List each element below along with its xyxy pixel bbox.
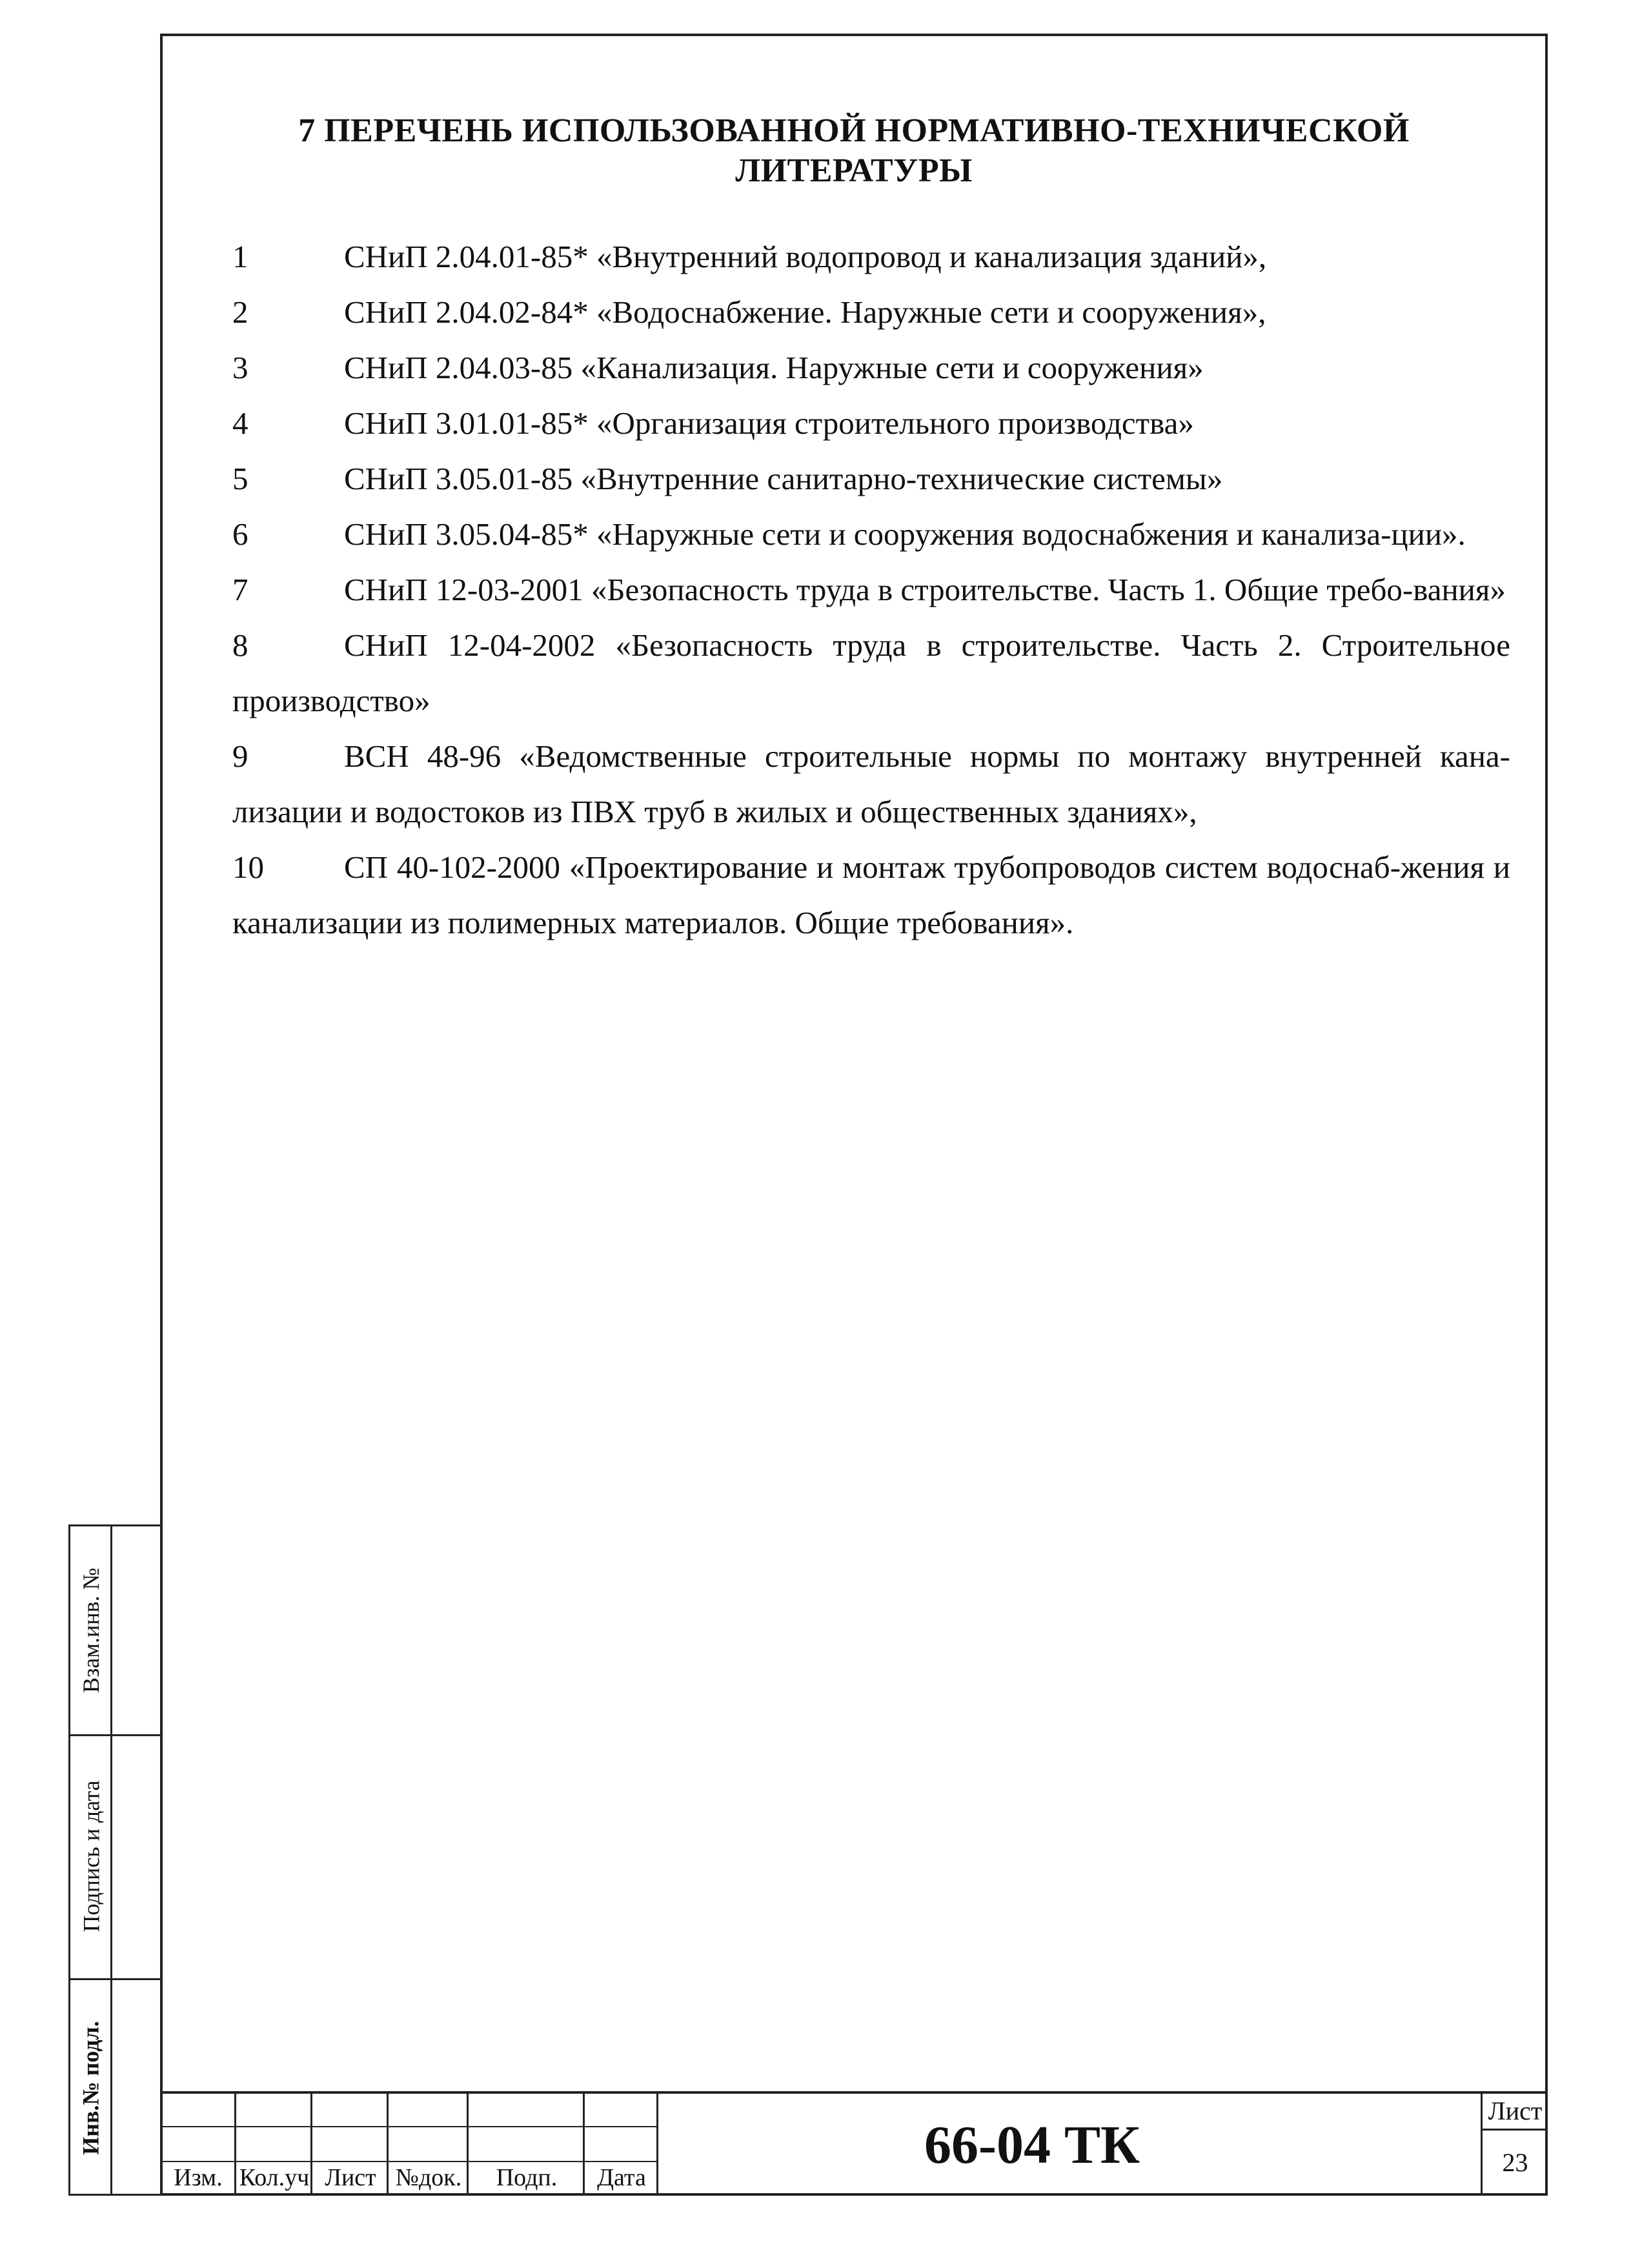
reference-item (232, 451, 1510, 507)
reference-item (232, 562, 1510, 618)
reference-text: СНиП 2.04.01-85* «Внутренний водопровод и канализация зданий», (344, 239, 1267, 274)
reference-number: 4 (232, 405, 248, 441)
reference-number: 9 (232, 738, 248, 774)
grid-cell-izm (160, 2094, 236, 2196)
reference-item (232, 507, 1510, 562)
reference-item (232, 229, 1510, 285)
col-label-kolvo: Кол.уч (239, 2164, 310, 2191)
reference-item (232, 396, 1510, 451)
reference-item (232, 729, 1510, 840)
reference-number: 5 (232, 461, 248, 496)
reference-text: ВСН 48-96 «Ведомственные строительные нормы по монтажу внутренней кана-лизации и водостоков из ПВХ труб в жилых и общественных зданиях», (232, 738, 1510, 829)
reference-text: СП 40-102-2000 «Проектирование и монтаж трубопроводов систем водоснаб-жения и канализации из полимерных материалов. Общие требования». (232, 849, 1510, 940)
reference-number: 7 (232, 572, 248, 607)
reference-text: СНиП 3.01.01-85* «Организация строительного производства» (344, 405, 1194, 441)
reference-item (232, 840, 1510, 951)
side-stamp-divider (110, 1526, 112, 2194)
col-label-izm: Изм. (174, 2164, 223, 2191)
reference-number: 3 (232, 350, 248, 385)
reference-number: 1 (232, 239, 248, 274)
title-line-1: 7 ПЕРЕЧЕНЬ ИСПОЛЬЗОВАННОЙ НОРМАТИВНО-ТЕХНИЧЕСКОЙ (298, 112, 1410, 149)
sheet-label: Лист (1483, 2094, 1548, 2131)
col-label-list: Лист (325, 2164, 376, 2191)
grid-cell-data (585, 2094, 658, 2196)
side-stamp-vzam: Взам.инв. № (78, 1568, 104, 1693)
col-label-data: Дата (597, 2164, 646, 2191)
side-stamp-inv: Инв.№ подл. (78, 2021, 105, 2155)
reference-item (232, 340, 1510, 396)
col-label-ndok: №док. (395, 2164, 462, 2191)
grid-cell-kolvo (236, 2094, 312, 2196)
reference-text: СНиП 12-04-2002 «Безопасность труда в строительстве. Часть 2. Строительное производство» (232, 627, 1510, 718)
reference-text: СНиП 3.05.04-85* «Наружные сети и сооружения водоснабжения и канализа-ции». (344, 516, 1466, 552)
revision-grid (160, 2094, 658, 2196)
reference-number: 8 (232, 627, 248, 663)
reference-item (232, 618, 1510, 729)
side-stamp (68, 1524, 160, 2196)
col-label-podp: Подп. (496, 2164, 558, 2191)
page-title (160, 111, 1548, 191)
reference-item (232, 285, 1510, 340)
document-code: 66-04 ТК (924, 2114, 1140, 2175)
reference-text: СНиП 3.05.01-85 «Внутренние санитарно-технические системы» (344, 461, 1223, 496)
reference-text: СНиП 12-03-2001 «Безопасность труда в строительстве. Часть 1. Общие требо-вания» (344, 572, 1506, 607)
title-line-2: ЛИТЕРАТУРЫ (735, 152, 973, 189)
grid-cell-list (312, 2094, 389, 2196)
grid-cell-ndok (389, 2094, 469, 2196)
sheet-number: 23 (1502, 2148, 1528, 2177)
reference-number: 10 (232, 849, 264, 885)
grid-cell-podp (469, 2094, 585, 2196)
reference-text: СНиП 2.04.03-85 «Канализация. Наружные сети и сооружения» (344, 350, 1204, 385)
reference-number: 2 (232, 294, 248, 330)
reference-list (232, 229, 1510, 951)
title-block (160, 2091, 1548, 2196)
sheet-box (1481, 2094, 1548, 2196)
reference-number: 6 (232, 516, 248, 552)
reference-text: СНиП 2.04.02-84* «Водоснабжение. Наружные сети и сооружения», (344, 294, 1266, 330)
side-stamp-podpis: Подпись и дата (78, 1780, 105, 1932)
